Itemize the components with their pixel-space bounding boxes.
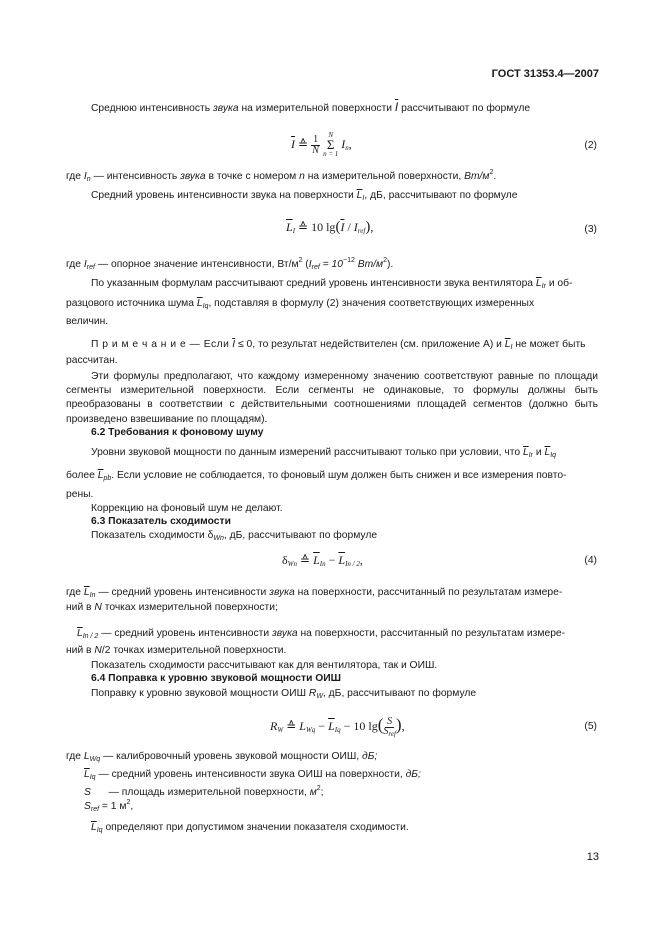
subscript: n <box>86 176 91 183</box>
subscript: In / 2 <box>345 560 360 568</box>
text: , подставляя в формулу (2) значения соответствующих измеренных <box>208 298 535 309</box>
symbol: N <box>94 645 102 656</box>
text: Поправку к уровню звуковой мощности ОИШ <box>91 688 307 699</box>
text: — интенсивность <box>93 171 178 182</box>
symbol: L <box>83 751 90 762</box>
text: ний в <box>66 645 92 656</box>
text: . <box>493 171 497 182</box>
text: точках измерительной поверхности. <box>113 645 287 656</box>
standard-header: ГОСТ 31353.4—2007 <box>491 68 599 80</box>
where-word: где <box>66 259 82 270</box>
where-clause-2 <box>66 170 598 184</box>
page-number: 13 <box>586 851 599 863</box>
numerator: 1 <box>313 133 319 145</box>
where-word: где <box>66 171 82 182</box>
eq-comma: , <box>348 136 352 151</box>
subscript: I <box>362 195 365 202</box>
text: — опорное значение интенсивности, Вт/м <box>97 259 299 270</box>
symbol: S <box>383 726 389 737</box>
sum-operator <box>323 132 338 158</box>
paragraph-background-line1 <box>91 446 598 460</box>
italic-text: звука <box>272 628 298 639</box>
symbol: $\overline{L}$ <box>196 298 203 309</box>
unit: дБ; <box>362 751 378 762</box>
subscript: ref <box>388 730 396 738</box>
subscript: ref <box>311 264 320 271</box>
fraction <box>311 135 320 156</box>
eq-term-sub: n <box>345 143 349 152</box>
unit: дБ; <box>405 769 421 780</box>
paragraph-calc-line2 <box>66 297 598 311</box>
where-clause-4a-line2 <box>66 601 598 615</box>
paragraph-mean-level <box>91 189 598 203</box>
text: точках измерительной поверхности; <box>104 602 278 613</box>
subscript: pb <box>103 475 112 482</box>
where-clause-4a-line1 <box>66 586 598 600</box>
equation-number: (2) <box>584 140 597 151</box>
subscript: ref <box>86 264 95 271</box>
note-label: П р и м е ч а н и е — Если <box>91 339 230 350</box>
symbol: $\overline{L}$ <box>83 587 90 598</box>
subscript: Ir <box>541 283 546 290</box>
where-word: где <box>66 751 82 762</box>
text: не может быть <box>515 339 586 350</box>
symbol: $\overline{L}$ <box>328 718 335 733</box>
text: — калибровочный уровень звуковой мощности ОИШ, <box>103 751 360 762</box>
subscript: Wn <box>287 560 297 568</box>
eq-log: 10 lg <box>311 220 336 234</box>
paragraph-background-line2 <box>66 469 598 483</box>
text: По указанным формулам рассчитывают средний уровень интенсивности звука вентилятора <box>91 278 534 289</box>
italic-text: звука <box>180 171 206 182</box>
section-heading-6-4: 6.4 Поправка к уровню звуковой мощности ОИШ <box>91 673 342 684</box>
where-clause-4b-line1 <box>77 627 565 641</box>
text: . Если условие не соблюдается, то фоновый шум должен быть снижен и все измерения повто- <box>111 470 567 481</box>
equation-4 <box>282 553 363 567</box>
eq-approx-sign: ≙ <box>298 220 309 234</box>
paragraph-background-line3: рены. <box>66 489 94 500</box>
italic-text: звука <box>213 103 239 114</box>
symbol: $\overline{L}$ <box>535 278 542 289</box>
slash: / <box>344 220 354 234</box>
text: ний в <box>66 602 92 613</box>
equation-number: (5) <box>584 721 597 732</box>
superscript: 2 <box>298 257 303 264</box>
eq-comma: , <box>370 220 374 234</box>
symbol: $\overline{L}$ <box>356 190 363 201</box>
subscript: Ir <box>528 452 533 459</box>
fraction <box>383 717 396 737</box>
paragraph-no-correction: Коррекцию на фоновый шум не делают. <box>91 503 283 514</box>
superscript: 2 <box>316 785 321 792</box>
where-word: где <box>66 587 82 598</box>
text: — средний уровень интенсивности <box>101 628 270 639</box>
subscript: Iq <box>96 827 103 834</box>
subscript: Iq <box>334 725 341 734</box>
symbol: R <box>308 688 317 699</box>
symbol: $\overline{L}$ <box>97 470 104 481</box>
symbol: $\overline{L}$ <box>313 553 320 567</box>
superscript: 2 <box>126 799 131 806</box>
eq-approx-sign: ≙ <box>298 136 309 151</box>
subscript: ref <box>90 806 100 813</box>
where-clause-5-line2 <box>84 768 421 782</box>
subscript: ref <box>357 227 366 235</box>
text: Среднюю интенсивность <box>91 103 211 114</box>
subscript: Wn <box>213 535 224 542</box>
text: рассчитывают по формуле <box>401 103 531 114</box>
eq-lhs: $\overline{L}$ <box>286 220 293 234</box>
text: , дБ, рассчитывают по формуле <box>223 530 378 541</box>
symbol: I <box>83 259 87 270</box>
eq-lhs: δ <box>282 553 288 567</box>
eq-log: − 10 lg <box>340 718 378 733</box>
symbol: S <box>84 787 91 798</box>
where-clause-5-line5 <box>91 821 409 835</box>
symbol: I <box>353 220 358 234</box>
subscript: W <box>277 725 284 734</box>
text: более <box>66 470 95 481</box>
condition: ≤ 0, <box>235 339 256 350</box>
paren-open: ( <box>335 219 341 235</box>
paren-close: ) <box>395 714 402 734</box>
text: ; <box>320 787 324 798</box>
text: на измерительной поверхности, <box>307 171 462 182</box>
equation-2 <box>291 132 352 158</box>
subscript: Wq <box>305 725 316 734</box>
text: на измерительной поверхности <box>241 103 393 114</box>
subscript: Wq <box>89 756 101 763</box>
minus: − <box>315 718 329 733</box>
denominator: N <box>312 144 319 156</box>
text: разцового источника шума <box>66 298 194 309</box>
symbol: I <box>83 171 87 182</box>
text: то результат недействителен (см. приложение А) и <box>257 339 502 350</box>
equation-5 <box>270 714 405 738</box>
sigma-symbol: Σ <box>326 137 335 152</box>
paragraph-calc-line1 <box>91 277 598 291</box>
subscript: In <box>89 592 96 599</box>
unit: Вт/м <box>354 259 384 270</box>
equation-3 <box>286 220 373 234</box>
equation-number: (4) <box>584 555 597 566</box>
symbol: $\overline{I}$ <box>232 339 236 350</box>
text: Средний уровень интенсивности звука на поверхности <box>91 190 354 201</box>
superscript: 2 <box>383 257 387 264</box>
note-line2: рассчитан. <box>66 355 118 366</box>
paren-open: ( <box>377 714 384 734</box>
text: и об- <box>548 278 573 289</box>
eq-approx-sign: ≙ <box>300 553 311 567</box>
symbol-mean-intensity: $\overline{I}$ <box>394 100 399 114</box>
eq-comma: , <box>401 718 405 733</box>
paragraph-segments: Эти формулы предполагают, что каждому измеренному значению соответствуют равные по площади сегменты измерительной поверхности. Если сегменты не одинаковые, то формулы должны быть преобразованы в соответствии с действительными соотношениями площадей сегментов (должно быть произведено взвешивание по площадям). <box>66 371 598 425</box>
where-clause-4b-line2 <box>66 644 598 658</box>
eq-comma: , <box>359 553 363 567</box>
text: ( <box>302 259 309 270</box>
text: = 1 м <box>101 801 127 812</box>
paren-close: ) <box>365 219 371 235</box>
eq-lhs: R <box>270 718 278 733</box>
symbol: $\overline{L}$ <box>544 447 551 458</box>
symbol: $\overline{L}$ <box>504 339 511 350</box>
subscript: I <box>292 227 296 235</box>
subscript: In / 2 <box>82 633 99 640</box>
eq-term: I <box>341 136 346 151</box>
text: , <box>130 801 134 812</box>
paragraph-convergence <box>91 529 598 543</box>
eq-approx-sign: ≙ <box>286 718 297 733</box>
italic-text: звука <box>269 587 295 598</box>
where-clause-5-line1 <box>66 750 598 764</box>
text: на поверхности, рассчитанный по результатам измере- <box>297 587 563 598</box>
unit: Вт/м <box>464 171 490 182</box>
text: Показатель сходимости <box>91 530 205 541</box>
numerator: S <box>387 716 393 727</box>
symbol: n <box>299 171 305 182</box>
subscript: In <box>319 560 326 568</box>
symbol: $\overline{L}$ <box>84 769 90 780</box>
text: определяют при допустимом значении показателя сходимости. <box>105 822 409 833</box>
subscript: Iq <box>89 774 96 781</box>
symbol: L <box>299 718 306 733</box>
equation-number: (3) <box>584 224 597 235</box>
text: — площадь измерительной поверхности, <box>108 787 307 798</box>
text: Уровни звуковой мощности по данным измерений рассчитывают только при условии, что <box>91 447 521 458</box>
sum-lower: n = 1 <box>323 150 339 158</box>
symbol: S <box>84 801 91 812</box>
paragraph-calc-line3: величин. <box>66 316 109 327</box>
subscript: I <box>510 344 513 351</box>
where-clause-3 <box>66 258 598 272</box>
symbol: $\overline{L}$ <box>91 822 97 833</box>
text: , дБ, рассчитывают по формуле <box>364 190 518 201</box>
section-heading-6-3: 6.3 Показатель сходимости <box>91 516 231 527</box>
denominator <box>383 727 396 737</box>
symbol: δ <box>207 530 214 541</box>
note-line1 <box>91 338 598 352</box>
unit: м <box>309 787 317 798</box>
section-heading-6-2: 6.2 Требования к фоновому шуму <box>91 427 264 438</box>
superscript: 2 <box>489 169 494 176</box>
text: /2 <box>101 645 111 656</box>
text: на поверхности, рассчитанный по результатам измере- <box>300 628 566 639</box>
eq-lhs: $\overline{I}$ <box>291 136 295 151</box>
subscript: W <box>316 693 323 700</box>
paragraph-convergence-both: Показатель сходимости рассчитывают как для вентилятора, так и ОИШ. <box>91 660 438 671</box>
text: — средний уровень интенсивности звука ОИШ на поверхности, <box>98 769 403 780</box>
text: в точке с номером <box>208 171 297 182</box>
symbol: $\overline{L}$ <box>77 628 83 639</box>
text: — средний уровень интенсивности <box>98 587 267 598</box>
symbol: $\overline{I}$ <box>340 220 345 234</box>
subscript: Iq <box>202 303 209 310</box>
symbol: $\overline{L}$ <box>338 553 346 567</box>
text: и <box>535 447 542 458</box>
paragraph-mean-intensity <box>91 100 598 116</box>
sum-upper: N <box>328 131 334 139</box>
where-clause-5-line4 <box>84 800 133 814</box>
symbol: N <box>94 602 102 613</box>
paragraph-correction <box>91 687 598 701</box>
value: = 10 <box>319 259 343 270</box>
subscript: Iq <box>550 452 557 459</box>
where-clause-5-line3 <box>84 786 324 800</box>
symbol: $\overline{L}$ <box>522 447 529 458</box>
minus: − <box>325 553 339 567</box>
text: ). <box>387 259 394 270</box>
text: , дБ, рассчитывают по формуле <box>322 688 477 699</box>
exponent: −12 <box>342 257 355 264</box>
symbol: I <box>308 259 312 270</box>
